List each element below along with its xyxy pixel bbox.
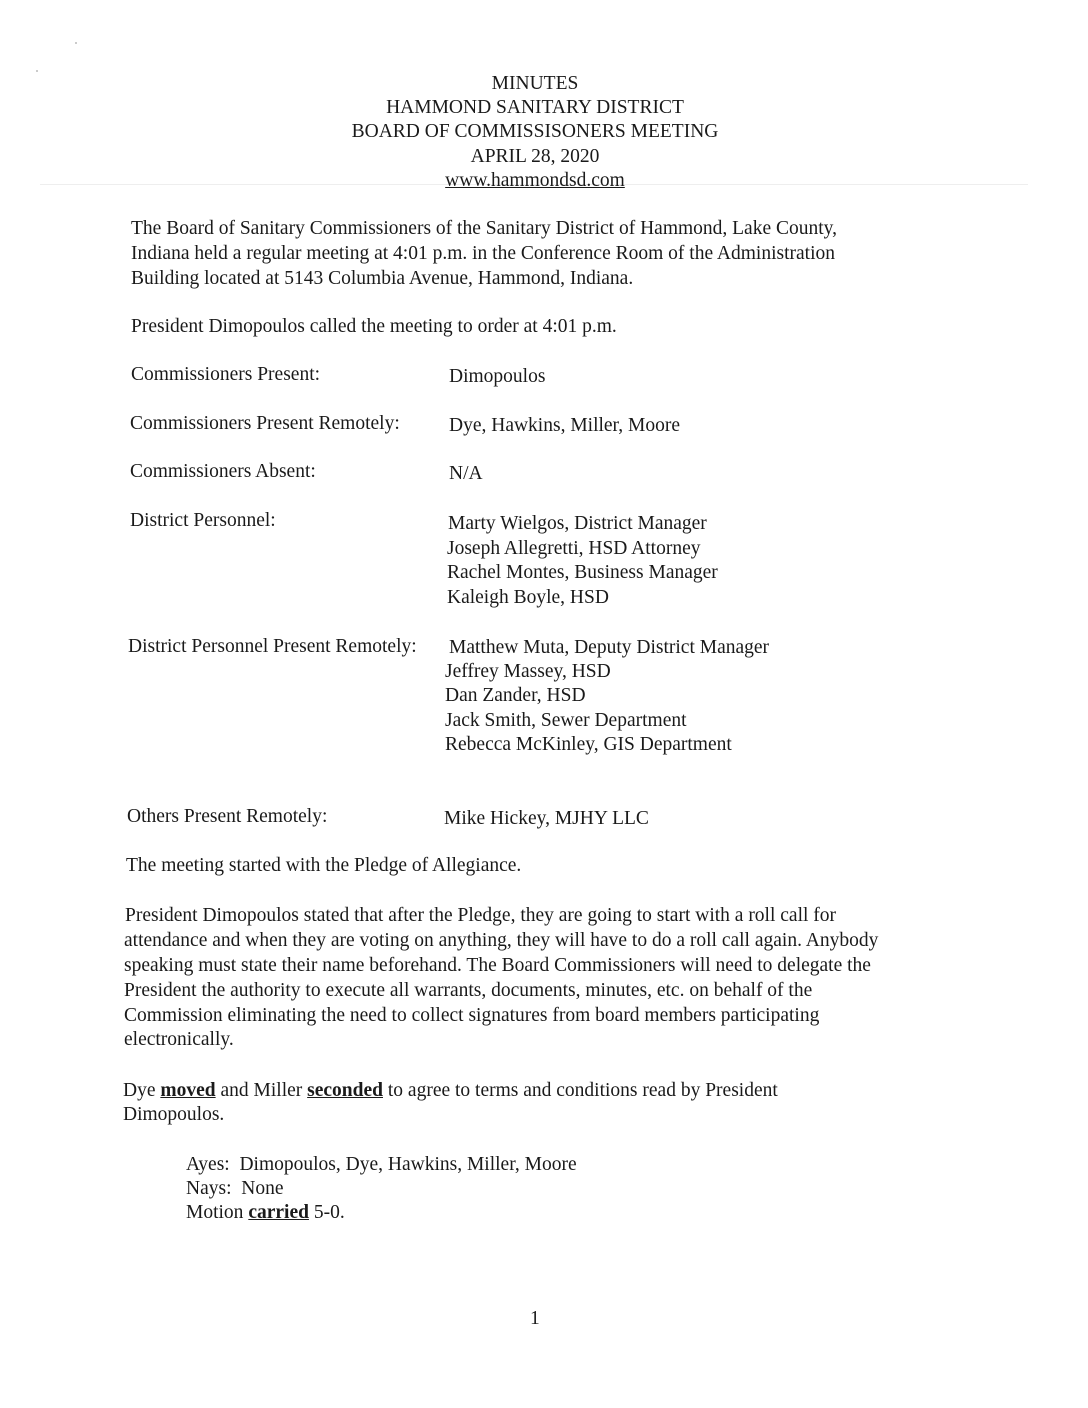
intro-line: Indiana held a regular meeting at 4:01 p.m. in the Conference Room of the Administration [131, 243, 835, 264]
remote-label: Commissioners Present Remotely: [130, 413, 400, 434]
absent-label: Commissioners Absent: [130, 461, 316, 482]
call-to-order: President Dimopoulos called the meeting to order at 4:01 p.m. [131, 316, 617, 337]
motion-line [123, 1080, 778, 1102]
remote-value: Dye, Hawkins, Miller, Moore [449, 415, 681, 436]
personnel-remote-item: Matthew Muta, Deputy District Manager [449, 637, 770, 658]
scan-speck [75, 42, 77, 44]
motion-text: to agree to terms and conditions read by President [387, 1080, 778, 1101]
website-link[interactable]: www.hammondsd.com [445, 170, 625, 191]
page-number: 1 [530, 1308, 540, 1329]
motion-result-line [186, 1202, 345, 1224]
personnel-item: Joseph Allegretti, HSD Attorney [447, 538, 701, 559]
seconder: and Miller [220, 1080, 303, 1101]
statement-line: attendance and when they are voting on anything, they will have to do a roll call again. Anybody [124, 930, 879, 951]
personnel-remote-label: District Personnel Present Remotely: [128, 636, 417, 657]
personnel-item: Marty Wielgos, District Manager [448, 513, 707, 534]
statement-line: President Dimopoulos stated that after the Pledge, they are going to start with a roll call for [125, 905, 837, 926]
carried-term: carried [248, 1202, 309, 1223]
motion-line-2: Dimopoulos. [123, 1104, 225, 1125]
seconded-term: seconded [307, 1080, 383, 1101]
intro-line: Building located at 5143 Columbia Avenue, Hammond, Indiana. [131, 268, 634, 289]
personnel-remote-item: Dan Zander, HSD [445, 685, 586, 706]
ayes-line [186, 1154, 577, 1176]
statement-line: electronically. [124, 1029, 234, 1050]
moved-term: moved [160, 1080, 216, 1101]
doc-title: MINUTES [491, 73, 579, 94]
meeting-name: BOARD OF COMMISSISONERS MEETING [351, 121, 719, 142]
org-name: HAMMOND SANITARY DISTRICT [386, 97, 684, 118]
personnel-remote-item: Rebecca McKinley, GIS Department [445, 734, 732, 755]
present-value: Dimopoulos [449, 366, 546, 387]
motion-result: 5-0. [313, 1202, 345, 1223]
present-label: Commissioners Present: [131, 364, 321, 385]
personnel-remote-item: Jeffrey Massey, HSD [445, 661, 611, 682]
statement-line: Commission eliminating the need to collect signatures from board members participating [124, 1005, 820, 1026]
others-value: Mike Hickey, MJHY LLC [444, 808, 649, 829]
nays-value: None [241, 1178, 284, 1199]
meeting-date: APRIL 28, 2020 [470, 146, 600, 167]
statement-line: President the authority to execute all warrants, documents, minutes, etc. on behalf of the [124, 980, 813, 1001]
others-label: Others Present Remotely: [127, 806, 328, 827]
nays-label: Nays: [186, 1178, 232, 1199]
personnel-remote-item: Jack Smith, Sewer Department [445, 710, 687, 731]
nays-line [186, 1178, 284, 1200]
scan-speck [36, 70, 38, 72]
pledge-text: The meeting started with the Pledge of Allegiance. [126, 855, 522, 876]
ayes-value: Dimopoulos, Dye, Hawkins, Miller, Moore [239, 1154, 577, 1175]
motion-label: Motion [186, 1202, 244, 1223]
personnel-item: Kaleigh Boyle, HSD [447, 587, 609, 608]
ayes-label: Ayes: [186, 1154, 230, 1175]
personnel-item: Rachel Montes, Business Manager [447, 562, 718, 583]
mover: Dye [123, 1080, 156, 1101]
personnel-label: District Personnel: [130, 510, 276, 531]
absent-value: N/A [449, 463, 483, 484]
statement-line: speaking must state their name beforehand. The Board Commissioners will need to delegate the [124, 955, 871, 976]
intro-line: The Board of Sanitary Commissioners of the Sanitary District of Hammond, Lake County, [131, 218, 838, 239]
